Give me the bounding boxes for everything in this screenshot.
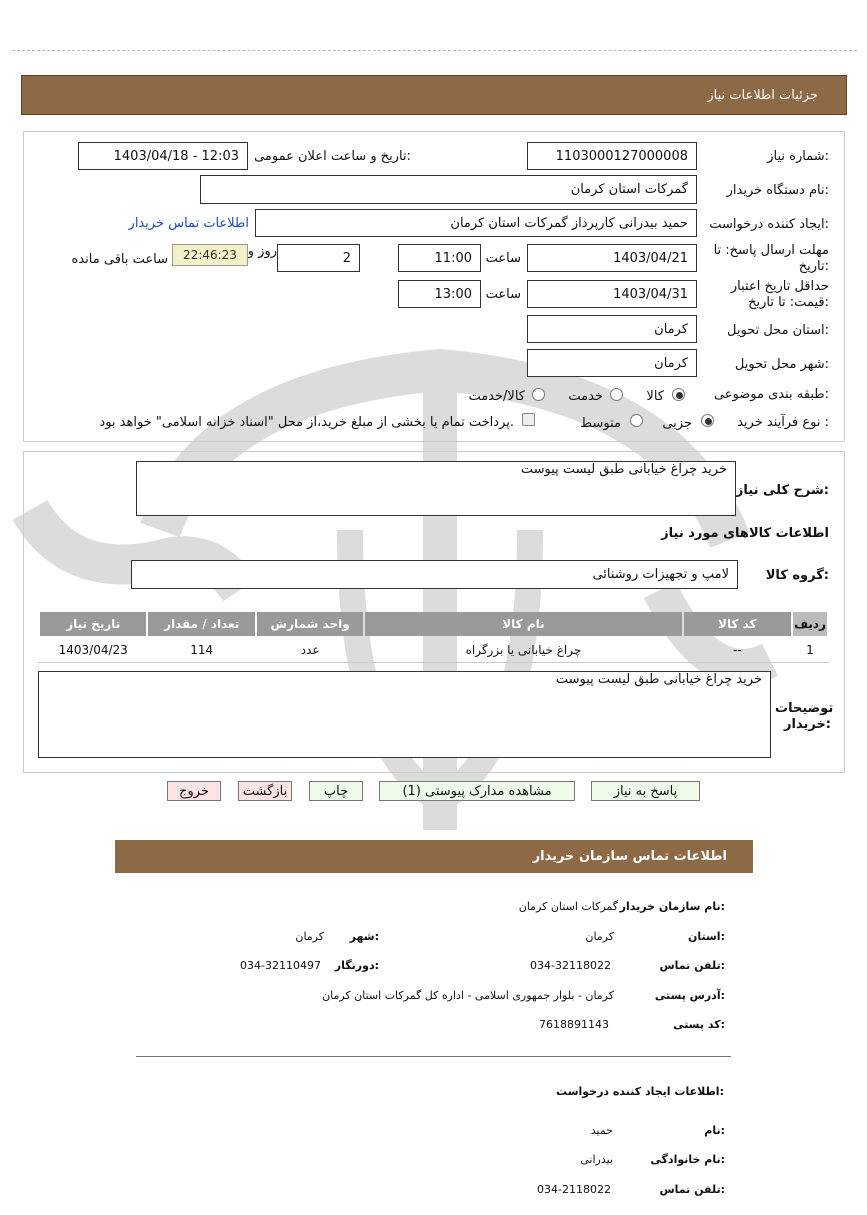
cell-date: 1403/04/23 xyxy=(58,643,128,657)
summary-text: خرید چراغ خیابانی طبق لیست پیوست xyxy=(136,461,736,516)
requester-phone-label: تلفن تماس: xyxy=(659,1183,725,1196)
table-row xyxy=(40,638,827,662)
deadline-date-field: 1403/04/21 xyxy=(527,244,697,272)
view-docs-button[interactable]: مشاهده مدارک پیوستی (1) xyxy=(379,781,575,801)
requester-family-value: بیدرانی xyxy=(580,1153,613,1166)
contact-province-label: استان: xyxy=(687,930,725,943)
need-number-label: شماره نیاز: xyxy=(767,149,829,164)
contact-title: اطلاعات تماس سازمان خریدار xyxy=(532,849,727,864)
contact-org-label: نام سازمان خریدار: xyxy=(619,900,725,913)
announce-field: 1403/04/18 - 12:03 xyxy=(78,142,248,170)
contact-address-value: کرمان - بلوار جمهوری اسلامی - اداره کل گمرکات استان کرمان xyxy=(322,989,614,1002)
deadline-time-label: ساعت xyxy=(485,251,521,266)
buyer-contact-link[interactable]: اطلاعات تماس خریدار xyxy=(128,216,249,231)
contact-phone-label: تلفن تماس: xyxy=(659,959,725,972)
province-field: کرمان xyxy=(527,315,697,343)
contact-postal-value: 7618891143 xyxy=(539,1018,609,1031)
exit-button[interactable]: خروج xyxy=(167,781,221,801)
goods-table xyxy=(38,610,829,664)
col-row: ردیف xyxy=(793,612,827,636)
payment-checkbox[interactable] xyxy=(522,413,535,426)
col-qty: تعداد / مقدار xyxy=(148,612,254,636)
province-label: استان محل تحویل: xyxy=(727,323,829,338)
summary-label: شرح کلی نیاز: xyxy=(735,483,829,498)
deadline-time-field: 11:00 xyxy=(398,244,481,272)
category-label: طبقه بندی موضوعی: xyxy=(713,387,829,402)
cell-name: چراغ خیابانی یا بزرگراه xyxy=(465,643,582,657)
requester-name-value: حمید xyxy=(590,1124,613,1137)
category-option-both: کالا/خدمت xyxy=(468,389,525,404)
requester-title: اطلاعات ایجاد کننده درخواست: xyxy=(556,1085,724,1098)
validity-time-field: 13:00 xyxy=(398,280,481,308)
contact-address-label: آدرس پستی: xyxy=(654,989,725,1002)
back-button[interactable]: بازگشت xyxy=(238,781,292,801)
col-date: تاریخ نیاز xyxy=(40,612,146,636)
contact-postal-label: کد پستی: xyxy=(673,1018,725,1031)
need-number-field: 1103000127000008 xyxy=(527,142,697,170)
contact-header xyxy=(115,840,753,873)
validity-date-field: 1403/04/31 xyxy=(527,280,697,308)
requester-name-label: نام: xyxy=(704,1124,725,1137)
deadline-label: مهلت ارسال پاسخ: تا تاریخ: xyxy=(713,243,829,274)
contact-fax-value: 034-32110497 xyxy=(240,959,321,972)
contact-org-value: گمرکات استان کرمان xyxy=(518,900,618,913)
cell-row: 1 xyxy=(806,643,814,657)
category-radio-both[interactable] xyxy=(532,388,545,401)
goods-group-field: لامپ و تجهیزات روشنائی xyxy=(131,560,738,589)
city-field: کرمان xyxy=(527,349,697,377)
validity-time-label: ساعت xyxy=(485,287,521,302)
goods-info-title: اطلاعات کالاهای مورد نیاز xyxy=(661,526,829,541)
payment-note: پرداخت تمام یا بخشی از مبلغ خرید،از محل "اسناد خزانه اسلامی" خواهد بود. xyxy=(99,415,514,430)
requester-family-label: نام خانوادگی: xyxy=(650,1153,725,1166)
city-label: شهر محل تحویل: xyxy=(734,357,829,372)
reply-button[interactable]: پاسخ به نیاز xyxy=(591,781,700,801)
col-name: نام کالا xyxy=(365,612,681,636)
process-radio-medium[interactable] xyxy=(630,414,643,427)
category-radio-goods[interactable] xyxy=(672,388,685,401)
goods-group-label: گروه کالا: xyxy=(765,568,829,583)
buyer-notes-label: توضیحات خریدار: xyxy=(775,701,834,732)
contact-divider xyxy=(136,1056,731,1057)
process-radio-minor[interactable] xyxy=(701,414,714,427)
table-row-divider xyxy=(38,662,829,663)
cell-qty: 114 xyxy=(190,643,214,657)
buyer-org-field: گمرکات استان کرمان xyxy=(200,175,697,204)
process-option-minor: جزیی xyxy=(662,416,692,431)
page-title: جزئیات اطلاعات نیاز xyxy=(707,88,818,103)
creator-field: حمید بیدرانی کارپرداز گمرکات استان کرمان xyxy=(255,209,697,237)
contact-city-value: کرمان xyxy=(295,930,324,943)
countdown-timer: 22:46:23 xyxy=(172,244,248,266)
category-radio-service[interactable] xyxy=(610,388,623,401)
creator-label: ایجاد کننده درخواست: xyxy=(709,217,829,232)
top-divider xyxy=(12,50,857,51)
contact-phone-value: 034-32118022 xyxy=(530,959,611,972)
contact-province-value: کرمان xyxy=(585,930,614,943)
announce-label: تاریخ و ساعت اعلان عمومی: xyxy=(254,149,411,164)
cell-code: -- xyxy=(732,643,742,657)
requester-phone-value: 034-2118022 xyxy=(537,1183,611,1196)
buyer-org-label: نام دستگاه خریدار: xyxy=(726,183,829,198)
process-option-medium: متوسط xyxy=(580,416,621,431)
col-code: کد کالا xyxy=(684,612,791,636)
category-option-service: خدمت xyxy=(568,389,603,404)
contact-city-label: شهر: xyxy=(349,930,379,943)
days-label: روز و xyxy=(247,244,277,259)
page-header xyxy=(21,75,847,115)
col-unit: واحد شمارش xyxy=(257,612,363,636)
validity-label: حداقل تاریخ اعتبار قیمت: تا تاریخ: xyxy=(730,279,829,310)
goods-table-header xyxy=(40,612,827,636)
cell-unit: عدد xyxy=(300,643,320,657)
days-field: 2 xyxy=(277,244,360,272)
process-label: نوع فرآیند خرید : xyxy=(737,415,829,430)
contact-fax-label: دورنگار: xyxy=(334,959,379,972)
remaining-label: ساعت باقی مانده xyxy=(71,252,168,267)
category-option-goods: کالا xyxy=(646,389,664,404)
print-button[interactable]: چاپ xyxy=(309,781,363,801)
buyer-notes-text: خرید چراغ خیابانی طبق لیست پیوست xyxy=(38,671,771,758)
